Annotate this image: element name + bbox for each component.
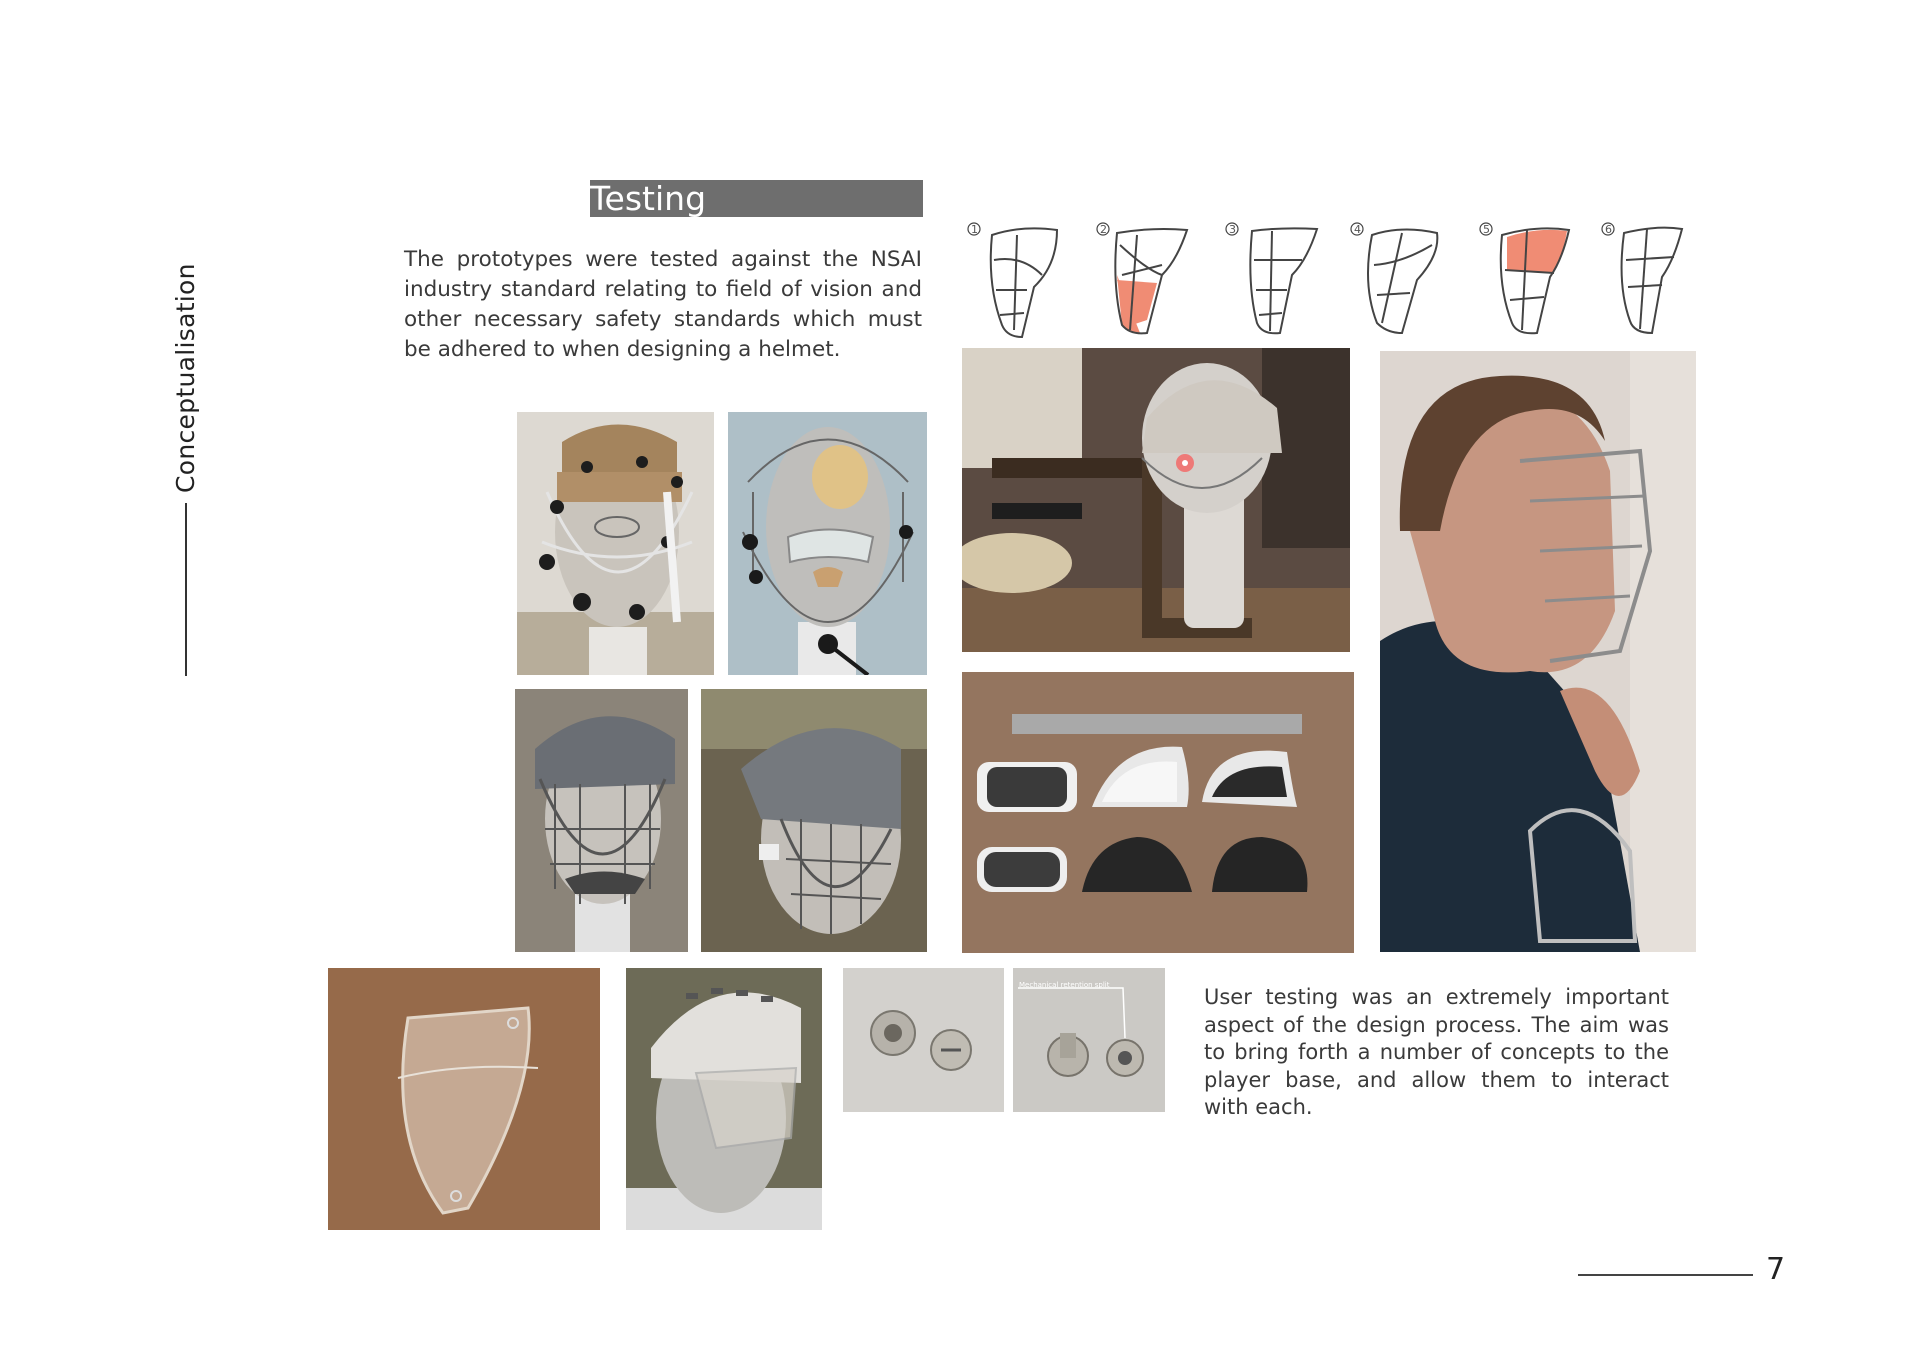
helmet-visor-photo — [626, 968, 822, 1230]
sketch-label-5: 5 — [1483, 223, 1490, 236]
padding-samples-photo — [962, 672, 1354, 953]
retention-split-photo — [1013, 968, 1165, 1112]
sketch-label-4: 4 — [1354, 223, 1361, 236]
prototype-photo-cardboard — [517, 412, 714, 675]
visor-photo — [328, 968, 600, 1230]
page-title-text: Testing — [590, 179, 707, 218]
grey-helmet-front-photo — [515, 689, 688, 952]
sketch-strip — [962, 215, 1687, 340]
grey-helmet-angled-photo — [701, 689, 927, 952]
page-title — [590, 180, 923, 217]
section-label-text: Conceptualisation — [171, 263, 200, 493]
user-test-photo — [1380, 351, 1696, 952]
section-label — [171, 263, 201, 493]
sketch-label-3: 3 — [1229, 223, 1236, 236]
page-number-rule — [1578, 1274, 1753, 1276]
retention-label: Mechanical retention split — [1019, 981, 1110, 989]
hardware-photo — [843, 968, 1004, 1112]
section-divider — [185, 503, 187, 676]
prototype-photo-glasses — [728, 412, 927, 675]
sketch-label-6: 6 — [1605, 223, 1612, 236]
sketch-label-2: 2 — [1100, 223, 1107, 236]
laser-test-photo — [962, 348, 1350, 652]
sketch-label-1: 1 — [971, 223, 978, 236]
outro-paragraph: User testing was an extremely important aspect of the design process. The aim was to bring forth a number of concepts to the player base, and allow them to interact with each. — [1204, 985, 1669, 1119]
intro-paragraph: The prototypes were tested against the NSAI industry standard relating to field of vision and other necessary safety standards which must be adhered to when designing a helmet. — [404, 247, 922, 362]
page-number: 7 — [1766, 1252, 1786, 1287]
